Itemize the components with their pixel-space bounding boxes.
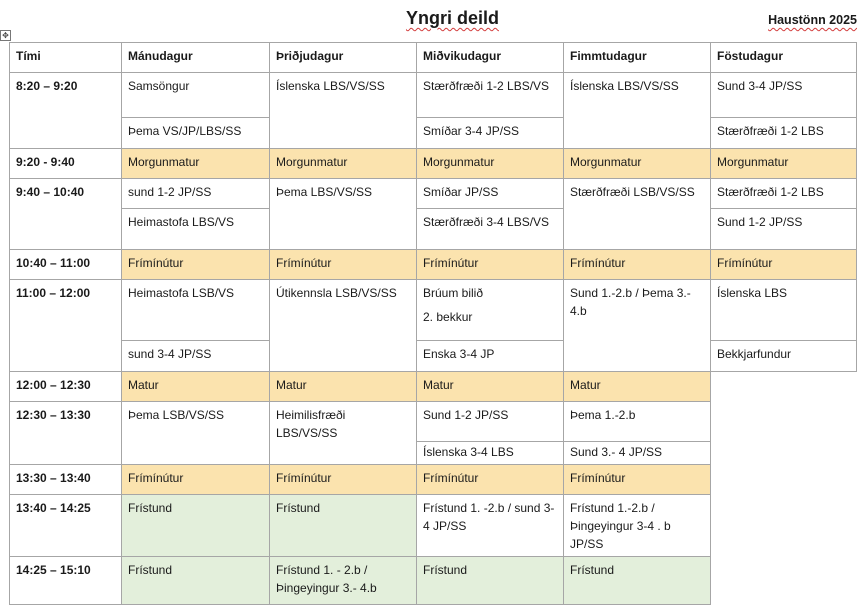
schedule-cell: Stærðfræði 3-4 LBS/VS [417,209,564,250]
schedule-cell: Bekkjarfundur [711,341,857,372]
cell-line: Brúum bilið [423,286,484,300]
header-tuesday: Þriðjudagur [270,43,417,73]
header-friday: Föstudagur [711,43,857,73]
meal-cell: Morgunmatur [711,149,857,179]
header-thursday: Fimmtudagur [564,43,711,73]
schedule-cell: Íslenska LBS/VS/SS [564,73,711,149]
schedule-cell: Enska 3-4 JP [417,341,564,372]
schedule-cell: Frístund 1. -2.b / sund 3-4 JP/SS [417,495,564,557]
table-row [10,280,857,341]
time-cell: 13:40 – 14:25 [10,495,122,557]
free-time-cell: Frístund [564,557,711,605]
break-cell: Frímínútur [122,250,270,280]
schedule-cell: Sund 3.- 4 JP/SS [564,442,711,465]
schedule-cell [417,280,564,341]
meal-cell: Morgunmatur [417,149,564,179]
schedule-cell: Samsöngur [122,73,270,118]
free-time-cell: Frístund [270,495,417,557]
table-row [10,465,857,495]
schedule-cell: Útikennsla LSB/VS/SS [270,280,417,372]
time-cell: 9:40 – 10:40 [10,179,122,250]
schedule-cell: Stærðfræði 1-2 LBS/VS [417,73,564,118]
break-cell: Frímínútur [270,250,417,280]
time-cell: 14:25 – 15:10 [10,557,122,605]
header-wednesday: Miðvikudagur [417,43,564,73]
schedule-cell: Þema 1.-2.b [564,402,711,442]
empty-cell [711,372,857,402]
time-cell: 11:00 – 12:00 [10,280,122,372]
schedule-table [9,42,857,605]
schedule-cell: Heimilisfræði LBS/VS/SS [270,402,417,465]
schedule-cell: Íslenska LBS [711,280,857,341]
empty-cell [711,402,857,465]
time-cell: 12:00 – 12:30 [10,372,122,402]
table-row [10,118,857,149]
free-time-cell: Frístund [122,557,270,605]
table-row [10,402,857,442]
schedule-cell: Þema LBS/VS/SS [270,179,417,250]
table-row [10,372,857,402]
schedule-cell: Stærðfræði 1-2 LBS [711,118,857,149]
time-cell: 8:20 – 9:20 [10,73,122,149]
table-row [10,495,857,557]
free-time-cell: Frístund [417,557,564,605]
meal-cell: Matur [270,372,417,402]
meal-cell: Morgunmatur [122,149,270,179]
meal-cell: Morgunmatur [564,149,711,179]
break-cell: Frímínútur [417,465,564,495]
table-row [10,341,857,372]
break-cell: Frímínútur [417,250,564,280]
schedule-cell: Þema VS/JP/LBS/SS [122,118,270,149]
break-cell: Frímínútur [564,465,711,495]
time-cell: 10:40 – 11:00 [10,250,122,280]
schedule-cell: Stærðfræði 1-2 LBS [711,179,857,209]
cell-line: 2. bekkur [423,310,473,324]
schedule-cell: Sund 3-4 JP/SS [711,73,857,118]
table-row [10,149,857,179]
table-row [10,209,857,250]
schedule-cell: Sund 1.-2.b / Þema 3.- 4.b [564,280,711,372]
term-label: Haustönn 2025 [768,13,857,27]
header-monday: Mánudagur [122,43,270,73]
meal-cell: Morgunmatur [270,149,417,179]
meal-cell: Matur [122,372,270,402]
empty-cell [711,495,857,557]
table-move-handle-icon[interactable]: ✥ [0,30,11,41]
free-time-cell: Frístund [122,495,270,557]
meal-cell: Matur [417,372,564,402]
schedule-cell: Íslenska 3-4 LBS [417,442,564,465]
table-row [10,250,857,280]
free-time-cell: Frístund 1. - 2.b / Þingeyingur 3.- 4.b [270,557,417,605]
table-row [10,73,857,118]
empty-cell [711,465,857,495]
table-row [10,557,857,605]
table-row [10,179,857,209]
schedule-cell: Stærðfræði LSB/VS/SS [564,179,711,250]
meal-cell: Matur [564,372,711,402]
schedule-cell: sund 1-2 JP/SS [122,179,270,209]
empty-cell [711,557,857,605]
schedule-cell: Heimastofa LSB/VS [122,280,270,341]
schedule-cell: Sund 1-2 JP/SS [711,209,857,250]
schedule-cell: sund 3-4 JP/SS [122,341,270,372]
schedule-cell: Frístund 1.-2.b / Þingeyingur 3-4 . b JP/SS [564,495,711,557]
time-cell: 12:30 – 13:30 [10,402,122,465]
break-cell: Frímínútur [564,250,711,280]
break-cell: Frímínútur [270,465,417,495]
schedule-cell: Íslenska LBS/VS/SS [270,73,417,149]
break-cell: Frímínútur [711,250,857,280]
schedule-cell: Þema LSB/VS/SS [122,402,270,465]
break-cell: Frímínútur [122,465,270,495]
time-cell: 13:30 – 13:40 [10,465,122,495]
header-time: Tími [10,43,122,73]
header-row [10,43,857,73]
document-title: Yngri deild [405,8,499,28]
schedule-cell: Heimastofa LBS/VS [122,209,270,250]
time-cell: 9:20 - 9:40 [10,149,122,179]
schedule-cell: Smíðar 3-4 JP/SS [417,118,564,149]
schedule-cell: Sund 1-2 JP/SS [417,402,564,442]
schedule-cell: Smíðar JP/SS [417,179,564,209]
